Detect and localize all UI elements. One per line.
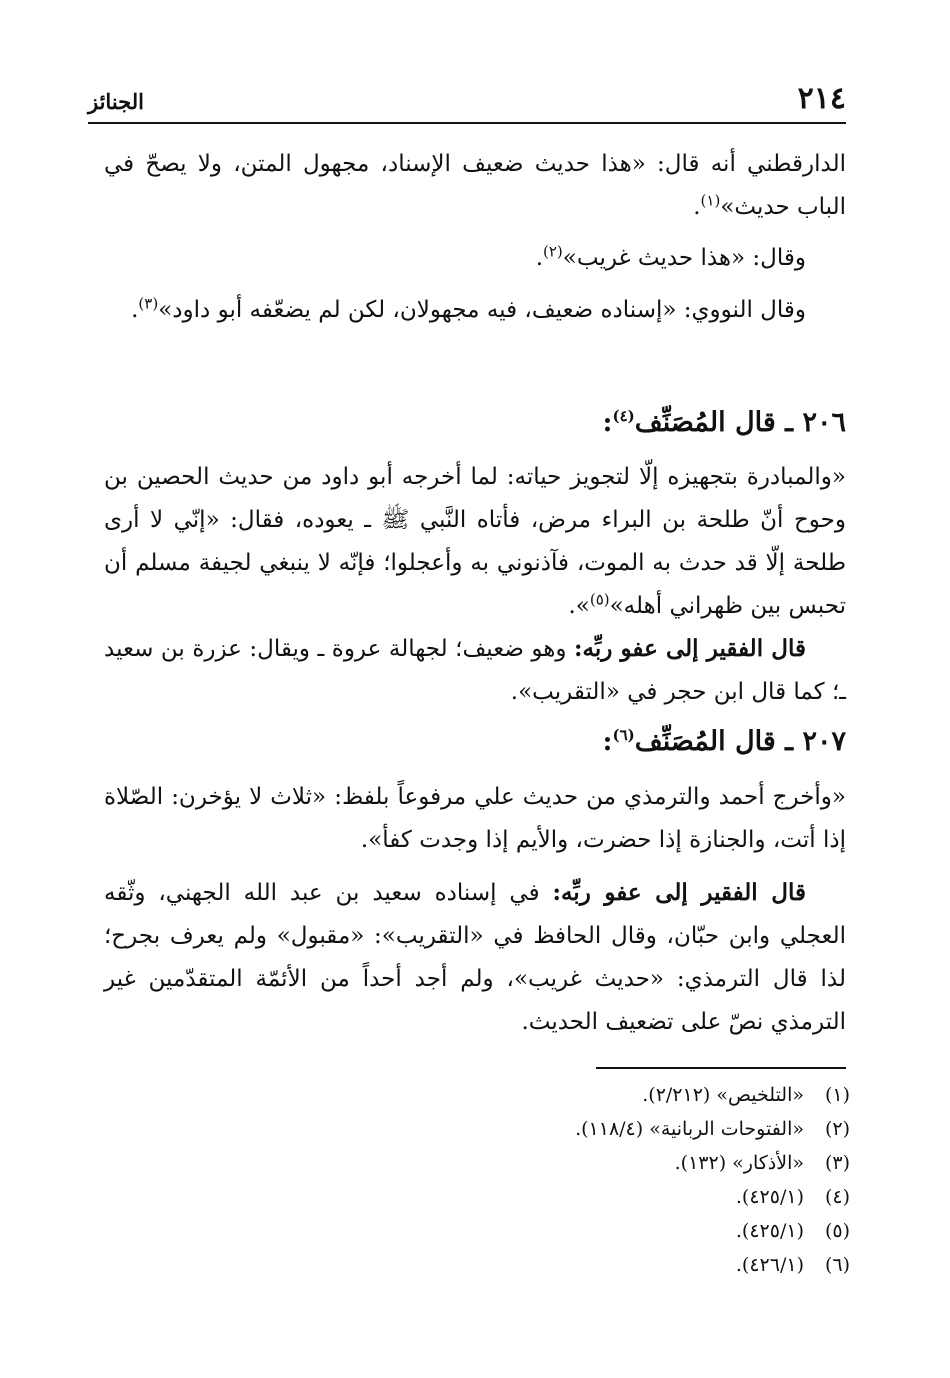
footnote-text: (٤٢٥/١). — [735, 1186, 804, 1208]
page-number: ٢١٤ — [797, 81, 846, 116]
footnote-number: (٤) — [824, 1186, 850, 1208]
paragraph-2-end: . — [535, 245, 543, 271]
footnote-ref-2[interactable]: (٢) — [543, 242, 563, 261]
footnote-text: (٤٢٦/١). — [735, 1254, 804, 1276]
paragraph-5-lead: قال الفقير إلى عفو ربِّه: — [574, 635, 807, 662]
paragraph-4 — [104, 456, 846, 628]
footnote-ref-1[interactable]: (١) — [700, 191, 721, 210]
footnote-text: «الفتوحات الربانية» (١١٨/٤). — [575, 1118, 804, 1140]
paragraph-5 — [104, 627, 846, 714]
footnote-number: (١) — [824, 1084, 850, 1106]
paragraph-1-end: . — [693, 194, 701, 220]
footnote-divider — [596, 1067, 846, 1069]
footnote-number: (٦) — [824, 1254, 850, 1276]
paragraph-3-end: . — [131, 297, 139, 323]
footnote-text: «الأذكار» (١٣٢). — [674, 1152, 804, 1174]
footnote-ref-5[interactable]: (٥) — [589, 590, 610, 609]
section-heading-207-label: ٢٠٧ ـ قال المُصَنِّف — [634, 726, 846, 757]
footnote-item — [104, 1214, 850, 1248]
footnotes — [104, 1078, 850, 1282]
footnote-item — [104, 1146, 850, 1180]
section-heading-207 — [104, 722, 846, 762]
running-head: الجنائز — [88, 89, 144, 114]
footnote-item — [104, 1248, 850, 1282]
footnote-ref-4[interactable]: (٤) — [612, 407, 635, 425]
footnote-number: (٥) — [824, 1220, 850, 1242]
paragraph-3 — [104, 289, 846, 332]
paragraph-7-text: في إسناده سعيد بن عبد الله الجهني، وثّقه العجلي وابن حبّان، وقال الحافظ في «التقريب»: «مقبول» ولم يعرف بجرح؛ لذا قال الترمذي: «حديث غريب»، ولم أجد أحداً من الأئمّة المتقدّمين غير الترمذي نصّ على تضعيف الحديث. — [104, 880, 846, 1035]
footnote-number: (٣) — [824, 1152, 850, 1174]
section-heading-206 — [104, 403, 846, 443]
footnote-number: (٢) — [824, 1118, 850, 1140]
paragraph-7-lead: قال الفقير إلى عفو ربِّه: — [552, 879, 806, 906]
paragraph-4-end: ». — [568, 593, 590, 619]
footnote-item — [104, 1078, 850, 1112]
footnote-ref-6[interactable]: (٦) — [612, 726, 635, 744]
section-heading-207-colon: : — [602, 726, 613, 757]
paragraph-1-text: الدارقطني أنه قال: «هذا حديث ضعيف الإسناد، مجهول المتن، ولا يصحّ في الباب حديث» — [104, 151, 846, 220]
page-header — [88, 78, 846, 124]
paragraph-2-text: وقال: «هذا حديث غريب» — [562, 245, 806, 271]
paragraph-3-text: وقال النووي: «إسناده ضعيف، فيه مجهولان، لكن لم يضعّفه أبو داود» — [158, 297, 806, 323]
section-heading-206-colon: : — [602, 407, 613, 438]
paragraph-6 — [104, 776, 846, 862]
paragraph-6-text: «وأخرج أحمد والترمذي من حديث علي مرفوعاً بلفظ: «ثلاث لا يؤخرن: الصّلاة إذا أتت، والجنازة إذا حضرت، والأيم إذا وجدت كفأ». — [104, 784, 846, 853]
footnote-ref-3[interactable]: (٣) — [138, 294, 159, 313]
paragraph-7 — [104, 871, 846, 1044]
paragraph-4-text: «والمبادرة بتجهيزه إلّا لتجويز حياته: لما أخرجه أبو داود من حديث الحصين بن وحوح أنّ طلحة بن البراء مرض، فأتاه النَّبي ﷺ ـ يعوده، فقال: «إنّي لا أرى طلحة إلّا قد حدث به الموت، فآذنوني به وأعجلوا؛ فإنّه لا ينبغي لجيفة مسلم أن تحبس بين ظهراني أهله» — [104, 464, 846, 619]
paragraph-2 — [104, 237, 846, 280]
footnote-item — [104, 1112, 850, 1146]
footnote-item — [104, 1180, 850, 1214]
section-heading-206-label: ٢٠٦ ـ قال المُصَنِّف — [634, 407, 846, 438]
paragraph-1 — [104, 143, 846, 229]
footnote-text: «التلخيص» (٢/٢١٢). — [642, 1084, 804, 1106]
paragraph-5-text: وهو ضعيف؛ لجهالة عروة ـ ويقال: عزرة بن سعيد ـ؛ كما قال ابن حجر في «التقريب». — [104, 636, 846, 705]
footnote-text: (٤٢٥/١). — [735, 1220, 804, 1242]
